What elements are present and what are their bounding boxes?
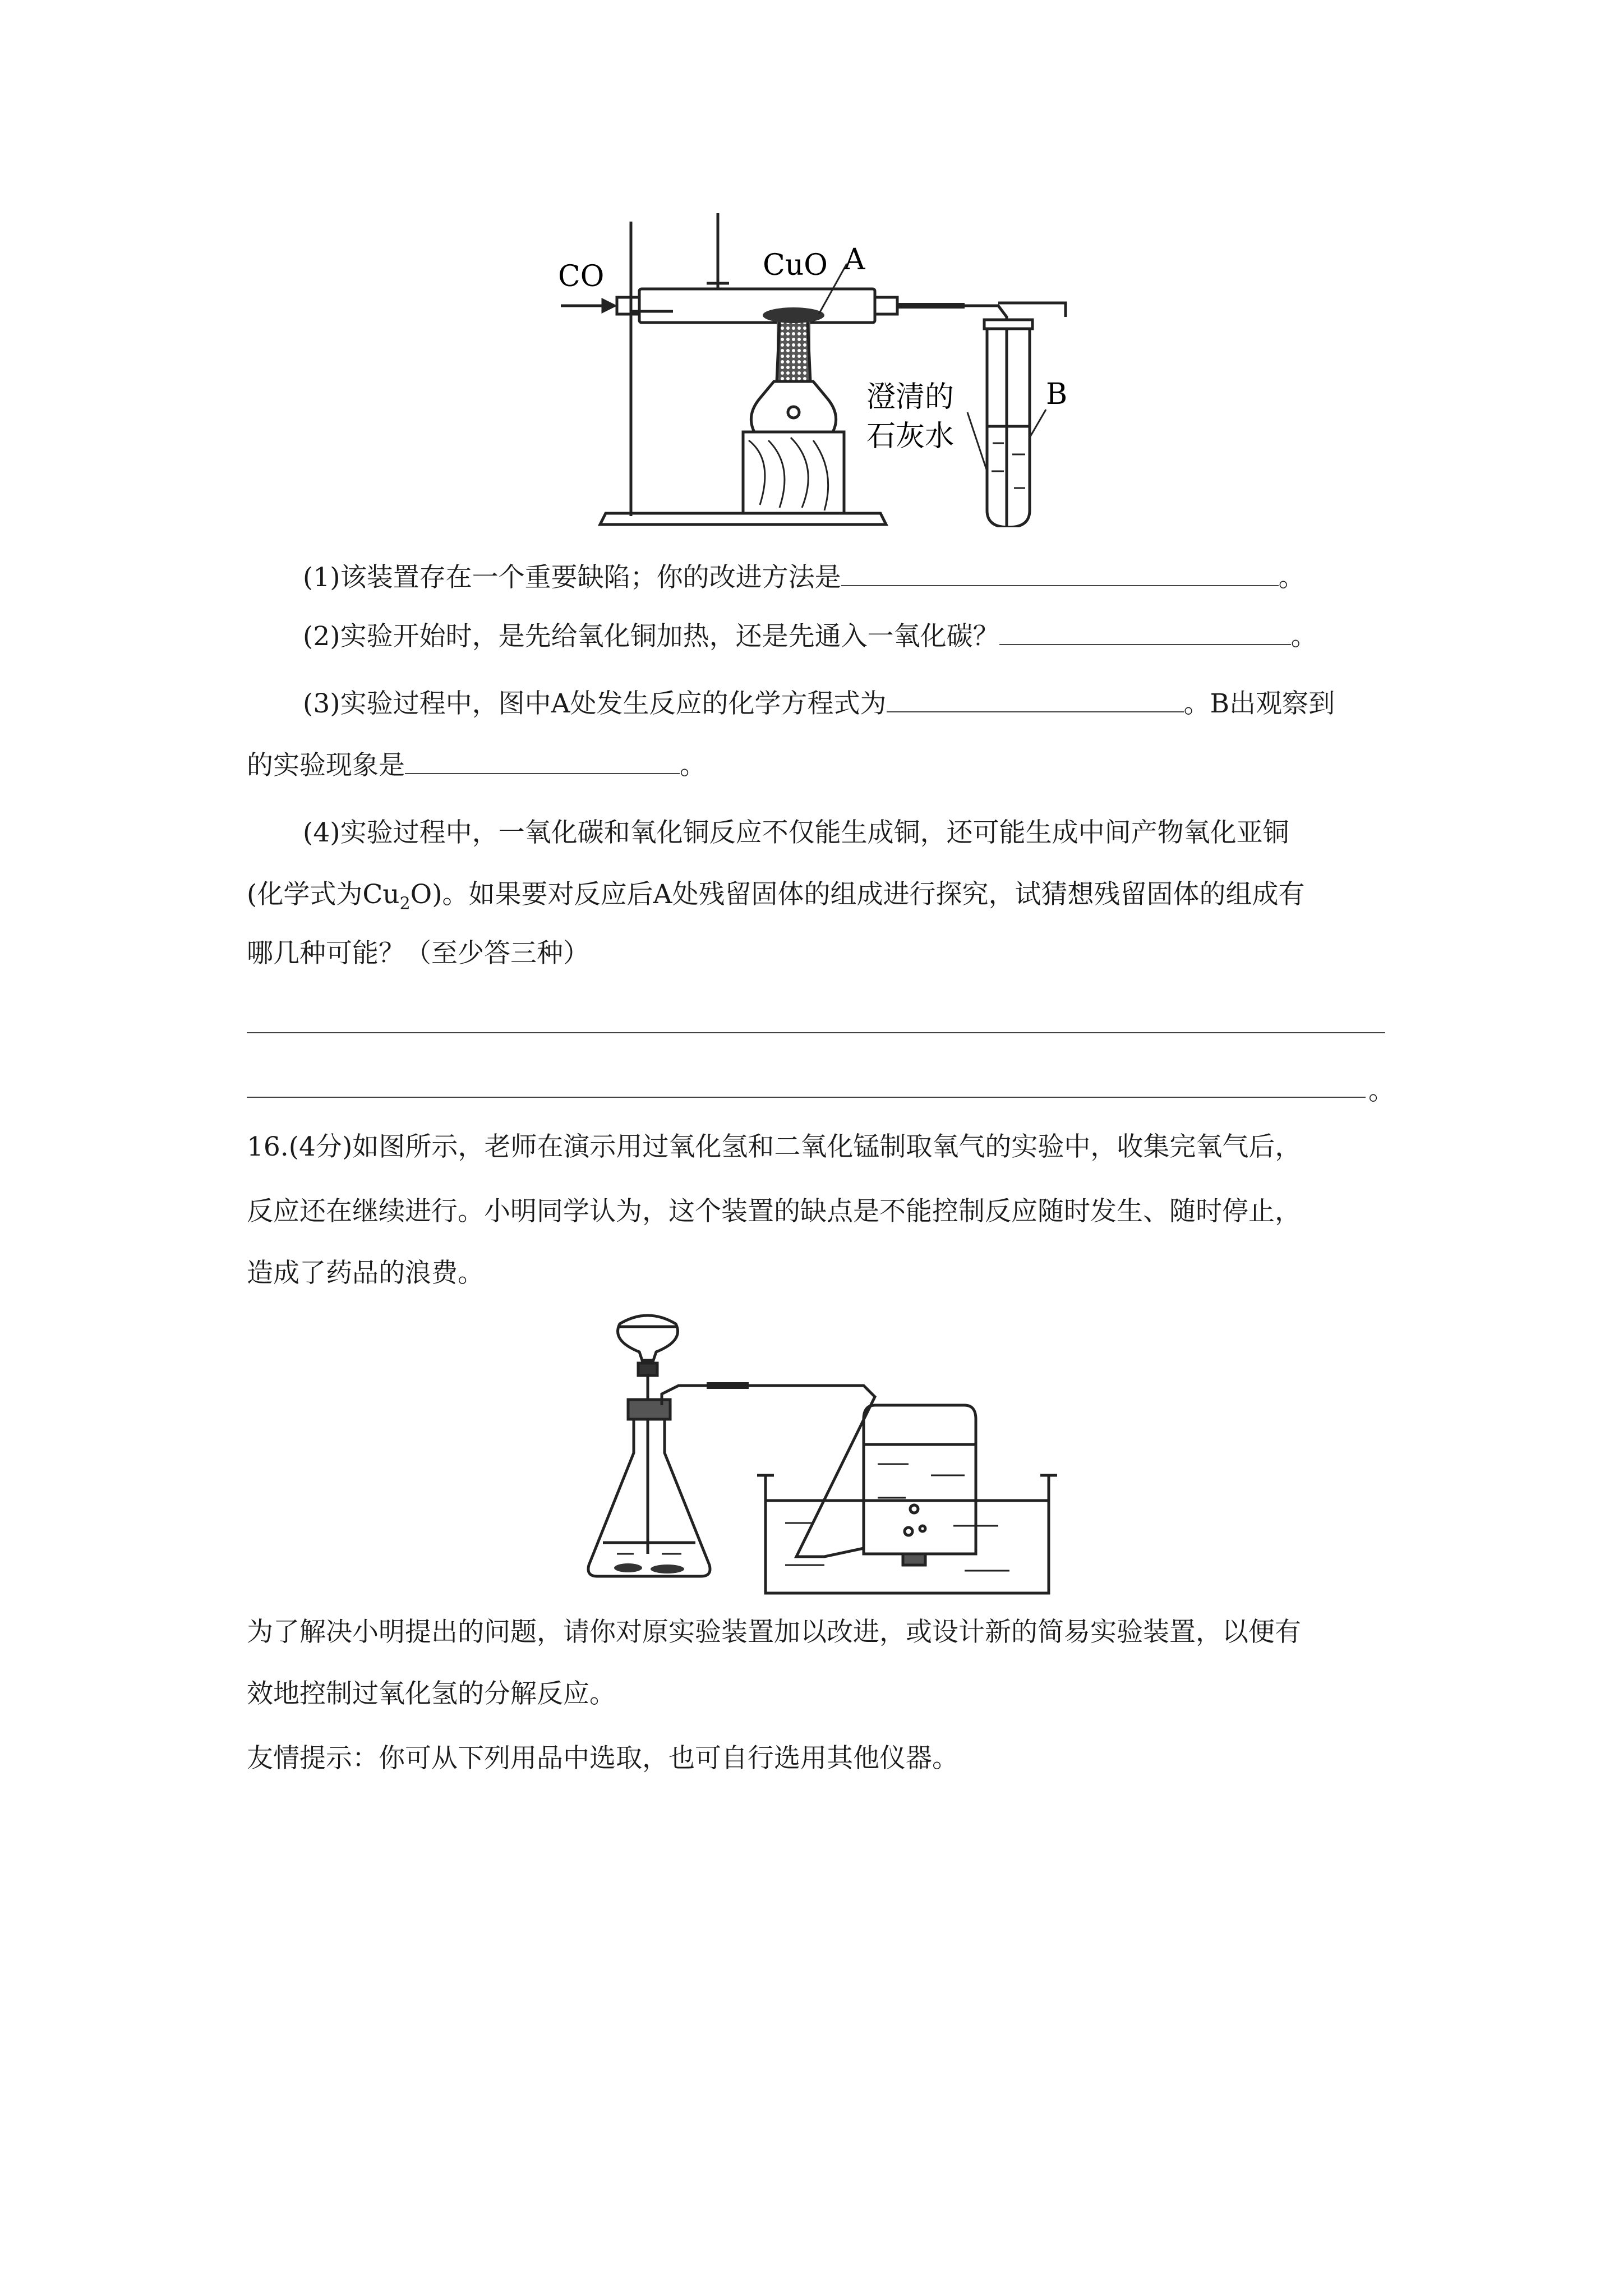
q16-after-line2: 效地控制过氧化氢的分解反应。 — [247, 1678, 616, 1709]
oxygen-generation-apparatus-figure — [572, 1307, 1088, 1610]
q15-part4-line2-b: O)。如果要对反应后A处残留固体的组成进行探究，试猜想残留固体的组成有 — [410, 879, 1305, 910]
q15-answer-end: 。 — [1368, 1075, 1395, 1106]
limewater-label-line2: 石灰水 — [866, 420, 955, 453]
q16-after-line1: 为了解决小明提出的问题，请你对原实验装置加以改进，或设计新的简易实验装置，以便有 — [247, 1617, 1301, 1648]
q16-hint: 友情提示：你可从下列用品中选取，也可自行选用其他仪器。 — [247, 1743, 958, 1774]
co-label: CO — [558, 260, 605, 293]
q15-part1-text: (1)该装置存在一个重要缺陷；你的改进方法是 — [303, 562, 841, 593]
q15-part3-text2: 的实验现象是 — [247, 750, 405, 781]
q15-part4-line2 — [247, 878, 1304, 921]
limewater-label-line1: 澄清的 — [866, 380, 955, 414]
co-reduction-apparatus-figure — [538, 191, 1082, 527]
q16-line2: 反应还在继续进行。小明同学认为，这个装置的缺点是不能控制反应随时发生、随时停止， — [247, 1196, 1301, 1227]
q15-part2-text: (2)实验开始时，是先给氧化铜加热，还是先通入一氧化碳？ — [303, 621, 999, 652]
q15-part4-line2-a: (化学式为Cu — [247, 879, 400, 910]
cuo-label: CuO — [763, 249, 828, 282]
q15-part3-blank1[interactable] — [887, 690, 1184, 712]
q16-line1: 16.(4分)如图所示，老师在演示用过氧化氢和二氧化锰制取氧气的实验中，收集完氧气后， — [247, 1131, 1302, 1162]
q15-part3-end: 。 — [680, 750, 706, 781]
q15-answer-line1[interactable] — [247, 1032, 1385, 1033]
point-a-label: A — [844, 243, 865, 277]
q15-part4-line3: 哪几种可能？（至少答三种） — [247, 938, 589, 969]
q15-part3-blank2[interactable] — [405, 752, 680, 774]
q15-part1-blank[interactable] — [841, 564, 1279, 586]
q15-part2 — [303, 620, 1317, 654]
q15-part3-mid: 。B出观察到 — [1183, 688, 1335, 719]
point-b-label: B — [1046, 378, 1068, 411]
q15-part4-subscript: 2 — [399, 894, 411, 914]
q15-part4-line1: (4)实验过程中，一氧化碳和氧化铜反应不仅能生成铜，还可能生成中间产物氧化亚铜 — [303, 817, 1289, 848]
q15-answer-line2[interactable] — [247, 1097, 1366, 1098]
q15-part3 — [303, 687, 1335, 721]
q15-part2-end: 。 — [1290, 621, 1317, 652]
q15-part1 — [303, 561, 1305, 595]
q16-line3: 造成了药品的浪费。 — [247, 1258, 484, 1289]
q15-part2-blank[interactable] — [999, 623, 1291, 645]
q15-part1-end: 。 — [1278, 562, 1305, 593]
q15-part3-cont — [247, 749, 706, 783]
q15-part3-text: (3)实验过程中，图中A处发生反应的化学方程式为 — [303, 688, 887, 719]
